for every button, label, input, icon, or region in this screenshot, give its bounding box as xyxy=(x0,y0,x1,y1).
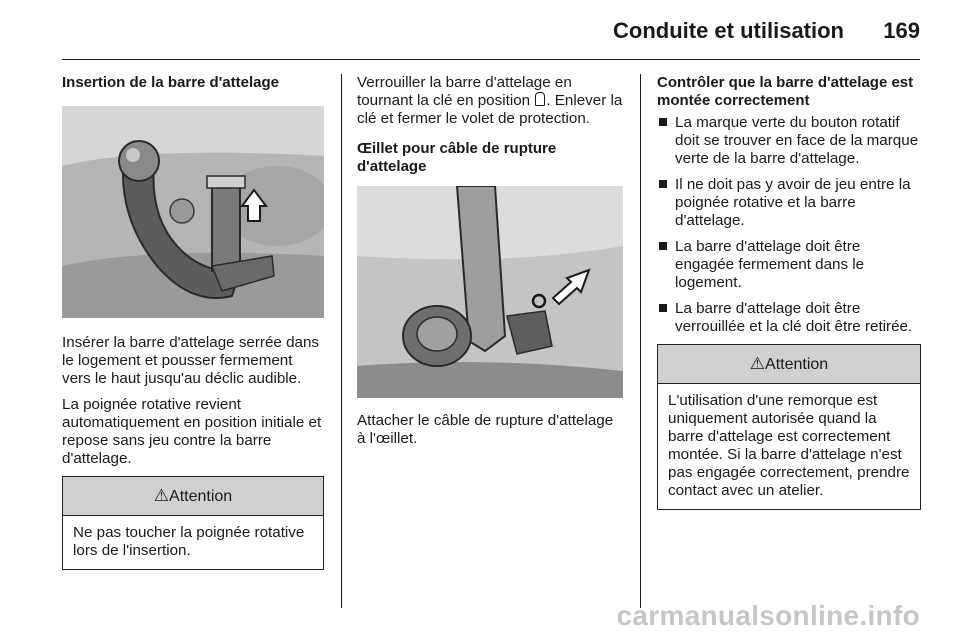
warning-header xyxy=(63,477,323,516)
watermark: carmanualsonline.info xyxy=(616,600,920,631)
column-divider xyxy=(341,74,342,608)
warning-title: Attention xyxy=(169,488,233,505)
warning-text: L'utilisation d'une remorque est uniquement autorisée quand la barre d'attelage est correctement montée. Si la barre d'attelage n'est pas engagée correctement, prendre contact avec un atelier. xyxy=(668,392,910,499)
lock-text-after: . Enlever la clé et fermer le volet de protection. xyxy=(357,92,623,127)
warning-text: Ne pas toucher la poignée rotative lors de l'insertion. xyxy=(73,524,305,559)
check-list xyxy=(657,114,921,336)
lock-text-before: Verrouiller la barre d'attelage en tournant la clé en position xyxy=(357,74,572,109)
warning-title: Attention xyxy=(765,356,829,373)
page-header xyxy=(0,0,960,62)
page-number: 169 xyxy=(883,18,920,43)
insertion-paragraph-1: Insérer la barre d'attelage serrée dans le logement et pousser fermement vers le haut jusqu'au déclic audible. xyxy=(62,334,320,387)
lock-paragraph xyxy=(357,74,623,128)
lock-position-icon xyxy=(535,92,545,106)
column-2 xyxy=(357,74,623,456)
list-item-text: La barre d'attelage doit être engagée fermement dans le logement. xyxy=(675,238,865,291)
warning-box xyxy=(62,476,324,570)
column-divider xyxy=(640,74,641,608)
list-item-text: La marque verte du bouton rotatif doit se trouver en face de la marque verte de la barre d'attelage. xyxy=(675,114,919,167)
list-item-text: Il ne doit pas y avoir de jeu entre la poignée rotative et la barre d'attelage. xyxy=(675,176,911,229)
list-item xyxy=(657,114,921,168)
tow-bar-illustration xyxy=(62,106,324,318)
bullet-square-icon xyxy=(659,242,667,250)
warning-triangle-icon: ⚠ xyxy=(749,354,766,373)
list-item xyxy=(657,300,921,336)
section-title: Conduite et utilisation xyxy=(613,18,844,43)
list-item xyxy=(657,238,921,292)
eyelet-paragraph: Attacher le câble de rupture d'attelage à l'œillet. xyxy=(357,412,614,447)
warning-header xyxy=(658,345,920,384)
eyelet-heading: Œillet pour câble de rupture d'attelage xyxy=(357,140,557,175)
bullet-square-icon xyxy=(659,180,667,188)
header-rule xyxy=(62,59,920,60)
column-1 xyxy=(62,74,324,570)
check-heading: Contrôler que la barre d'attelage est montée correctement xyxy=(657,74,914,109)
bullet-square-icon xyxy=(659,304,667,312)
insertion-heading: Insertion de la barre d'attelage xyxy=(62,74,279,91)
list-item xyxy=(657,176,921,230)
warning-triangle-icon: ⚠ xyxy=(153,486,170,505)
bullet-square-icon xyxy=(659,118,667,126)
eyelet-illustration xyxy=(357,186,623,398)
column-3 xyxy=(657,74,921,510)
warning-box xyxy=(657,344,921,510)
list-item-text: La barre d'attelage doit être verrouillée et la clé doit être retirée. xyxy=(675,300,913,335)
insertion-paragraph-2: La poignée rotative revient automatiquement en position initiale et repose sans jeu contre la barre d'attelage. xyxy=(62,396,322,467)
